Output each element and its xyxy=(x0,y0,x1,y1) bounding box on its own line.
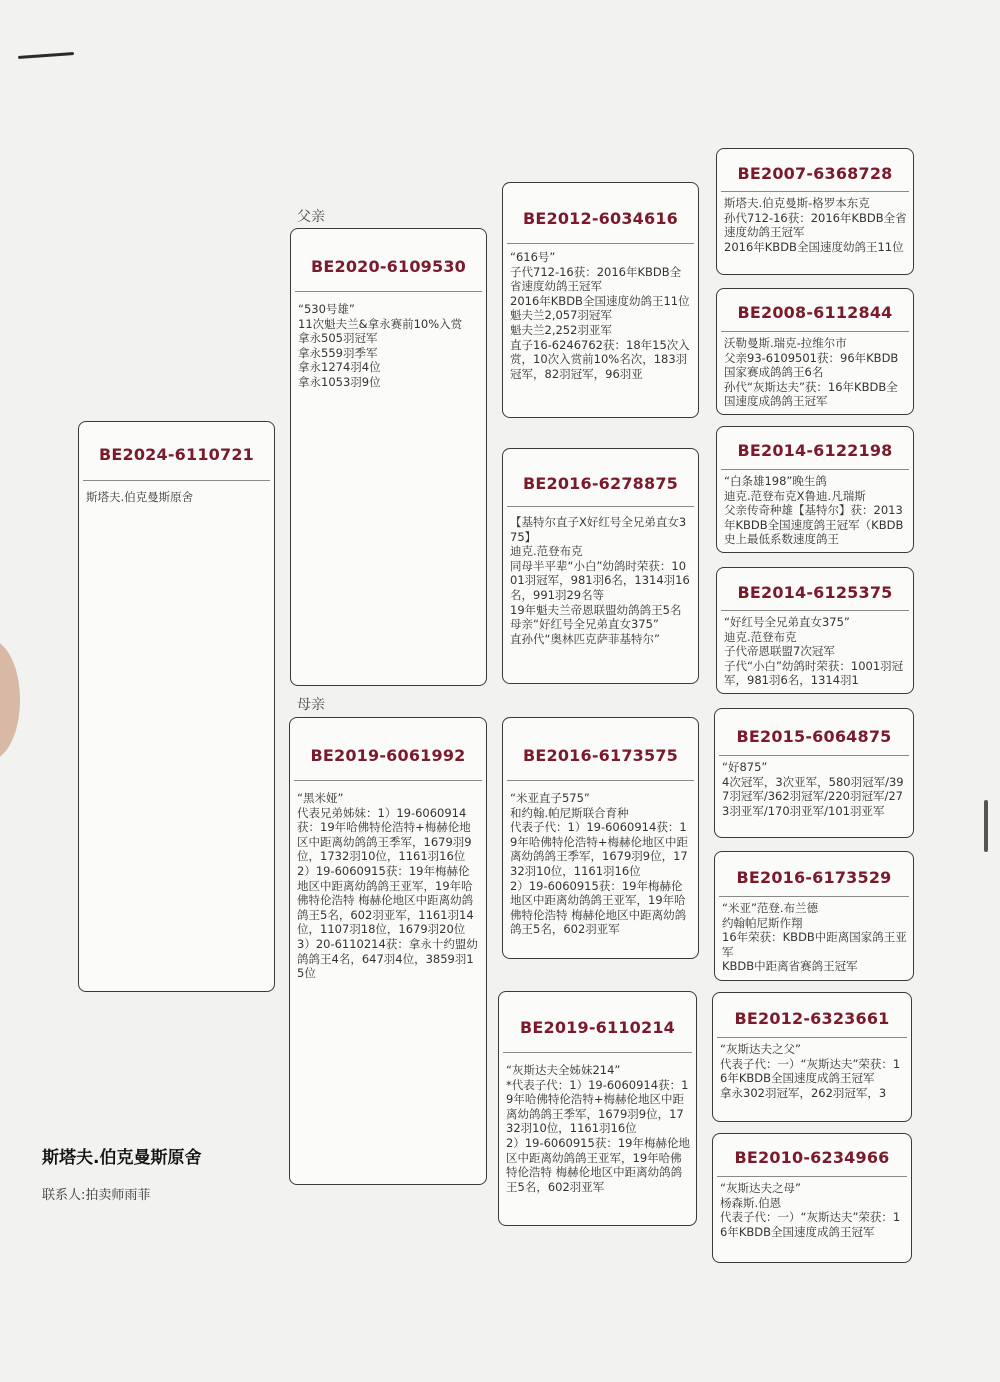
ring-number: BE2010-6234966 xyxy=(734,1148,890,1167)
pedigree-box-sds xyxy=(716,426,914,553)
pedigree-box-sire-dam xyxy=(502,448,699,684)
ring-number: BE2014-6122198 xyxy=(737,441,893,460)
pedigree-text: “好875” 4次冠军，3次亚军，580羽冠军/397羽冠军/362羽冠军/220羽冠军/273羽亚军/170羽亚军/101羽亚军 xyxy=(722,760,904,818)
ring-number: BE2016-6173575 xyxy=(522,746,679,765)
thumb xyxy=(0,640,20,760)
pedigree-box-ddd xyxy=(712,1133,912,1263)
pedigree-box-subject xyxy=(78,421,275,992)
ring-number: BE2012-6323661 xyxy=(734,1009,890,1028)
pen-mark xyxy=(18,52,74,59)
dam-label: 母亲 xyxy=(297,697,325,713)
pedigree-box-sss xyxy=(716,148,914,275)
loft-name: 斯塔夫.伯克曼斯原舍 xyxy=(42,1148,202,1168)
ring-number: BE2016-6278875 xyxy=(522,474,679,493)
pedigree-box-dam-sire xyxy=(502,717,699,959)
pedigree-box-dds xyxy=(712,992,912,1122)
ring-number: BE2015-6064875 xyxy=(736,727,892,746)
pedigree-box-dam xyxy=(289,717,487,1185)
pedigree-text: 沃勒曼斯.瑞克-拉维尔市 父亲93-6109501获：96年KBDB国家赛成鸽鸽王6名 孙代“灰斯达夫”获：16年KBDB全国速度成鸽鸽王冠军 xyxy=(724,336,899,409)
loft-contact: 联系人:拍卖师雨菲 xyxy=(42,1188,151,1203)
pedigree-text: “米亚直子575” 和约翰.帕尼斯联合育种 代表子代：1）19-6060914获：19年哈佛特伦浩特+梅赫伦地区中距离幼鸽鸽王季军，1679羽9位，1732羽10位，1161羽16位 2）19-6060915获：19年梅赫伦地区中距离幼鸽鸽王亚军，19年哈佛特伦浩特 梅赫伦地区中距离幼鸽鸽王5名，602羽亚军 xyxy=(510,791,688,937)
pedigree-text: “灰斯达夫之父” 代表子代：一）“灰斯达夫”荣获：16年KBDB全国速度成鸽王冠军 拿永302羽冠军，262羽冠军，3 xyxy=(720,1042,901,1100)
ring-number: BE2014-6125375 xyxy=(737,583,893,602)
pen-mark-right xyxy=(984,800,988,852)
pedigree-text: “黑米娅” 代表兄弟姊妹：1）19-6060914获：19年哈佛特伦浩特+梅赫伦地区中距离幼鸽鸽王季军，1679羽9位，1732羽10位，1161羽16位 2）19-6060915获：19年梅赫伦地区中距离幼鸽鸽王亚军，19年哈佛特伦浩特 梅赫伦地区中距离幼鸽鸽王5名，602羽亚军，1161羽14位，1107羽18位，1679羽20位 3）20-6110214获：拿永十约盟幼鸽鸽王4名，647羽4位，3859羽15位 xyxy=(297,791,478,981)
pedigree-box-ssd xyxy=(716,288,914,415)
pedigree-box-dsd xyxy=(714,851,914,981)
pedigree-box-dam-dam xyxy=(498,991,697,1226)
pedigree-text: “米亚”范登.布兰德 约翰帕尼斯作翔 16年荣获：KBDB中距离国家鸽王亚军 KBDB中距离省赛鸽王冠军 xyxy=(722,901,907,974)
pedigree-box-dss xyxy=(714,708,914,838)
pedigree-text: “616号” 子代712-16获：2016年KBDB全省速度幼鸽王冠军 2016年KBDB全国速度幼鸽王11位 魁夫兰2,057羽冠军 魁夫兰2,252羽亚军 直子16-6246762获：18年15次入赏，10次入赏前10%名次，183羽冠军，82羽冠军，96羽亚 xyxy=(510,250,690,381)
ring-number: BE2020-6109530 xyxy=(310,257,467,276)
ring-number: BE2019-6061992 xyxy=(310,746,466,765)
ring-number: BE2019-6110214 xyxy=(519,1018,676,1037)
pedigree-box-sire-sire xyxy=(502,182,699,418)
pedigree-text: 斯塔夫.伯克曼斯原舍 xyxy=(86,490,194,504)
ring-number: BE2007-6368728 xyxy=(737,164,893,183)
pedigree-box-sdd xyxy=(716,567,914,694)
pedigree-text: “530号雄” 11次魁夫兰&拿永赛前10%入赏 拿永505羽冠军 拿永559羽季军 拿永1274羽4位 拿永1053羽9位 xyxy=(298,302,463,389)
pedigree-text: “好红号全兄弟直女375” 迪克.范登布克 子代帝恩联盟7次冠军 子代“小白”幼鸽时荣获：1001羽冠军，981羽6名，1314羽1 xyxy=(724,615,904,688)
ring-number: BE2008-6112844 xyxy=(737,303,893,322)
ring-number: BE2012-6034616 xyxy=(522,209,679,228)
pedigree-box-sire xyxy=(290,228,487,686)
ring-number: BE2024-6110721 xyxy=(98,445,255,464)
pedigree-text: “灰斯达夫之母” 杨森斯.伯恩 代表子代：一）“灰斯达夫”荣获：16年KBDB全国速度成鸽王冠军 xyxy=(720,1181,901,1239)
pedigree-text: 【基特尔直子X好红号全兄弟直女375】 迪克.范登布克 同母半平辈“小白”幼鸽时荣获：1001羽冠军，981羽6名，1314羽16名，991羽29名等 19年魁夫兰帝恩联盟幼鸽鸽王5名 母亲“好红号全兄弟直女375” 直孙代“奥林匹克萨菲基特尔” xyxy=(510,515,690,646)
sire-label: 父亲 xyxy=(297,209,325,225)
pedigree-text: 斯塔夫.伯克曼斯-格罗本东克 孙代712-16获：2016年KBDB全省速度幼鸽王冠军 2016年KBDB全国速度幼鸽王11位 xyxy=(724,196,907,254)
ring-number: BE2016-6173529 xyxy=(736,868,892,887)
pedigree-text: “灰斯达夫全姊妹214” *代表子代：1）19-6060914获：19年哈佛特伦浩特+梅赫伦地区中距离幼鸽鸽王季军，1679羽9位，1732羽10位，1161羽16位 2）19-6060915获：19年梅赫伦地区中距离幼鸽鸽王亚军，19年哈佛特伦浩特 梅赫伦地区中距离幼鸽鸽王5名，602羽亚军 xyxy=(506,1063,690,1194)
pedigree-text: “白条雄198”晚生鸽 迪克.范登布克X鲁迪.凡瑞斯 父亲传奇种雄【基特尔】获：2013年KBDB全国速度鸽王冠军（KBDB史上最低系数速度鸽王 xyxy=(724,474,904,547)
